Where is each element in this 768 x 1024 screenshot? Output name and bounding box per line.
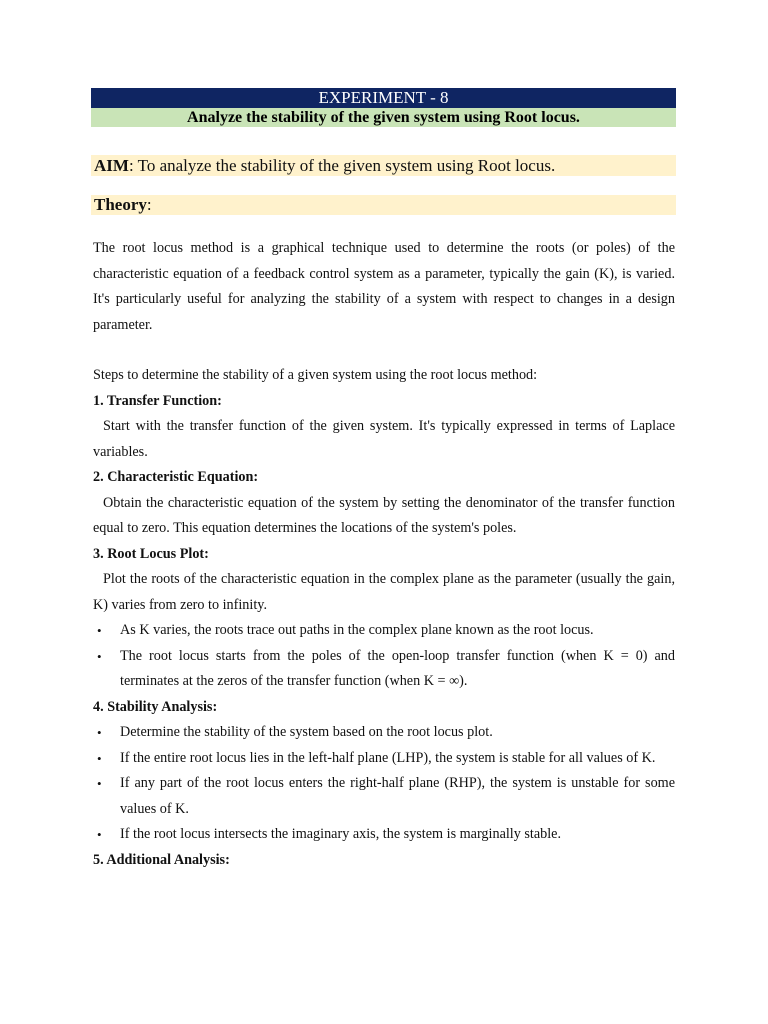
list-item-text: As K varies, the roots trace out paths in the complex plane known as the root locus. xyxy=(120,622,594,638)
aim-label: AIM xyxy=(94,156,129,175)
list-item xyxy=(93,618,675,644)
list-item xyxy=(93,644,675,695)
bullet-icon: • xyxy=(97,623,102,638)
step-4-heading: 4. Stability Analysis: xyxy=(93,698,218,715)
list-item-text: If the entire root locus lies in the left-half plane (LHP), the system is stable for all values of K. xyxy=(120,749,656,766)
experiment-title-banner: EXPERIMENT - 8 xyxy=(91,88,676,108)
list-item-text: If the root locus intersects the imaginary axis, the system is marginally stable. xyxy=(120,826,562,842)
step-3-heading: 3. Root Locus Plot: xyxy=(93,545,209,562)
list-item xyxy=(93,720,675,746)
steps-intro: Steps to determine the stability of a given system using the root locus method: xyxy=(93,367,538,383)
intro-paragraph: The root locus method is a graphical technique used to determine the roots (or poles) of the characteristic equation of a feedback control system as a parameter, typically the gain (K), is varied. It's particularly useful for analyzing the stability of a system with respect to changes in a design parameter. xyxy=(93,240,675,333)
aim-text: : To analyze the stability of the given system using Root locus. xyxy=(128,156,556,175)
bullet-icon: • xyxy=(97,725,102,740)
theory-heading xyxy=(91,195,676,215)
list-item-text: Determine the stability of the system based on the root locus plot. xyxy=(120,724,493,740)
aim-section xyxy=(91,155,676,176)
list-item xyxy=(93,746,675,772)
step-3-text: Plot the roots of the characteristic equation in the complex plane as the parameter (usually the gain, K) varies from zero to infinity. xyxy=(93,571,675,613)
step-5-heading: 5. Additional Analysis: xyxy=(93,851,230,868)
list-item xyxy=(93,771,675,822)
step-1-text: Start with the transfer function of the given system. It's typically expressed in terms of Laplace variables. xyxy=(93,418,675,460)
experiment-subtitle-banner: Analyze the stability of the given system using Root locus. xyxy=(91,108,676,127)
step-1-heading: 1. Transfer Function: xyxy=(93,392,222,409)
bullet-icon: • xyxy=(97,776,102,791)
theory-content xyxy=(93,236,675,873)
bullet-icon: • xyxy=(97,750,102,766)
theory-colon: : xyxy=(146,195,152,214)
list-item-text: If any part of the root locus enters the right-half plane (RHP), the system is unstable for some values of K. xyxy=(120,775,675,817)
list-item-text: The root locus starts from the poles of the open-loop transfer function (when K = 0) and terminates at the zeros of the transfer function (when K = ∞). xyxy=(120,647,675,689)
bullet-icon: • xyxy=(97,827,102,842)
step-3-bullet-list xyxy=(93,618,675,695)
paragraph-gap xyxy=(93,338,675,363)
list-item xyxy=(93,822,675,848)
bullet-icon: • xyxy=(97,648,102,664)
step-4-bullet-list xyxy=(93,720,675,848)
theory-label: Theory xyxy=(94,195,147,214)
step-2-heading: 2. Characteristic Equation: xyxy=(93,469,259,485)
step-2-text: Obtain the characteristic equation of the system by setting the denominator of the transfer function equal to zero. This equation determines the locations of the system's poles. xyxy=(93,494,675,536)
